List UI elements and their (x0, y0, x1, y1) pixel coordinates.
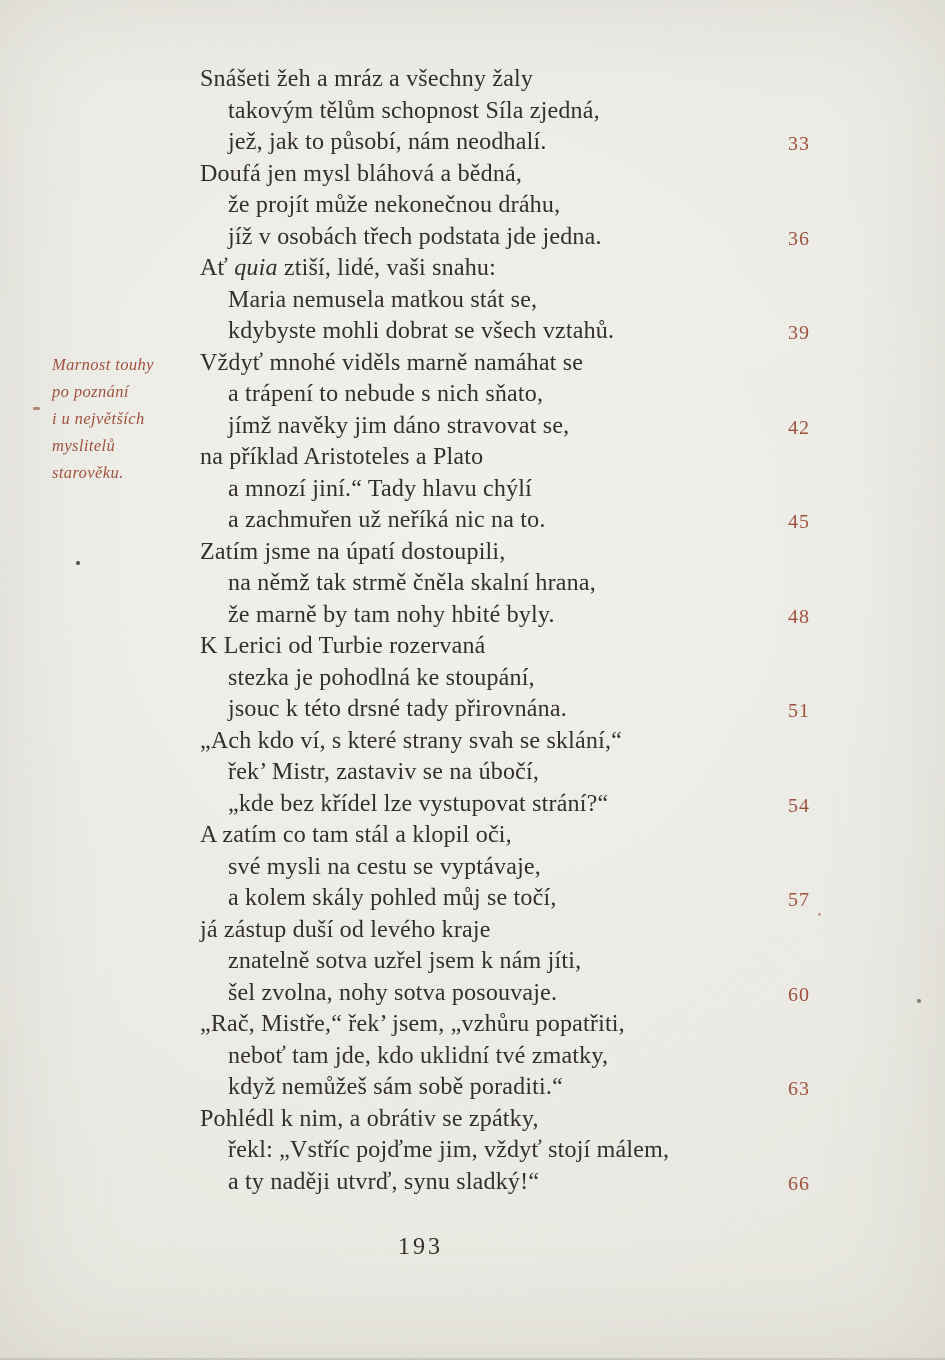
verse-line-text: své mysli na cestu se vyptávaje, (228, 853, 541, 880)
verse-line-text: Zatím jsme na úpatí dostoupili, (200, 538, 506, 565)
verse-line (200, 285, 840, 317)
verse-segment: ztiší, lidé, vaši snahu: (277, 255, 496, 281)
verse-line (200, 442, 840, 474)
margin-note-line: Marnost touhy (52, 355, 154, 374)
margin-note-line: i u největších (52, 409, 145, 428)
verse-line-number: 36 (788, 227, 810, 250)
verse-line (200, 253, 840, 285)
verse-line-number: 45 (788, 511, 810, 533)
verse-segment: Ať (200, 255, 235, 281)
verse-line-text: stezka je pohodlná ke stoupání, (228, 664, 535, 691)
verse-line (200, 159, 840, 191)
verse-line-text: jíž v osobách třech podstata jde jedna. (228, 223, 602, 250)
verse-line (200, 1072, 840, 1104)
verse-line (200, 631, 840, 663)
verse-line-text: jímž navěky jim dáno stravovat se, (228, 412, 570, 439)
verse-line (200, 852, 840, 884)
verse-line-text: a ty naději utvrď, synu sladký!“ (228, 1168, 540, 1195)
verse-line-number: 51 (788, 700, 810, 722)
scan-speck (917, 999, 921, 1003)
verse-line-text: „Ach kdo ví, s které strany svah se sklání,“ (200, 727, 623, 754)
verse-line (200, 946, 840, 978)
verse-line-number: 33 (788, 133, 810, 155)
verse-line (200, 190, 840, 222)
verse-line-text: řekl: „Vstříc pojďme jim, vždyť stojí málem, (228, 1137, 670, 1163)
verse-line-text: že marně by tam nohy hbité byly. (228, 601, 555, 628)
verse-line-text: a trápení to nebude s nich sňato, (228, 381, 544, 407)
verse-line (200, 316, 840, 348)
verse-line-number: 48 (788, 605, 810, 628)
verse-line-text: šel zvolna, nohy sotva posouvaje. (228, 979, 558, 1006)
verse-line-number: 39 (788, 322, 810, 344)
verse-line-text: a zachmuřen už neříká nic na to. (228, 507, 546, 533)
margin-note-line: myslitelů (52, 436, 116, 455)
verse-line-text: neboť tam jde, kdo uklidní tvé zmatky, (228, 1042, 609, 1069)
verse-line-text: a mnozí jiní.“ Tady hlavu chýlí (228, 475, 533, 502)
verse-line-text: na příklad Aristoteles a Plato (200, 444, 484, 470)
verse-line-text: znatelně sotva uzřel jsem k nám jíti, (228, 948, 582, 974)
verse-line (200, 820, 840, 852)
verse-line-text: kdybyste mohli dobrat se všech vztahů. (228, 318, 615, 344)
verse-line (200, 1041, 840, 1073)
verse-line-text: že projít může nekonečnou dráhu, (228, 192, 561, 218)
verse-line-number: 54 (788, 794, 810, 817)
verse-line (200, 96, 840, 128)
verse-line-text: já zástup duší od levého kraje (200, 916, 491, 943)
verse-line-text: jež, jak to působí, nám neodhalí. (228, 129, 547, 155)
verse-line (200, 1104, 840, 1136)
verse-line-text: řek’ Mistr, zastaviv se na úbočí, (228, 759, 540, 785)
verse-line-text: „kde bez křídel lze vystupovat strání?“ (228, 790, 609, 817)
scan-speck (76, 561, 80, 565)
latin-term-italic: quia (234, 255, 278, 281)
verse-line-number: 66 (788, 1172, 810, 1195)
verse-line-text: a kolem skály pohled můj se točí, (228, 885, 557, 911)
verse-line (200, 1009, 840, 1041)
verse-line-text: Snášeti žeh a mráz a všechny žaly (200, 66, 534, 92)
page-number: 193 (398, 1234, 443, 1260)
verse-line-text: Vždyť mnohé viděls marně namáhat se (200, 349, 584, 376)
verse-line (200, 915, 840, 947)
verse-line-text: A zatím co tam stál a klopil oči, (200, 822, 512, 848)
verse-line (200, 600, 840, 632)
margin-note-line: po poznání (52, 382, 129, 401)
verse-line (200, 64, 840, 96)
verse-line (200, 1135, 840, 1167)
verse-line (200, 474, 840, 506)
verse-line-text: K Lerici od Turbie rozervaná (200, 633, 486, 659)
verse-line (200, 726, 840, 758)
verse-line (200, 694, 840, 726)
verse-line-text (200, 255, 496, 281)
verse-line (200, 978, 840, 1010)
verse-line-text: Pohlédl k nim, a obrátiv se zpátky, (200, 1105, 539, 1132)
verse-line (200, 789, 840, 821)
print-mark (33, 407, 40, 410)
margin-note-line: starověku. (52, 463, 124, 482)
verse-text-block (200, 64, 840, 1198)
verse-line (200, 379, 840, 411)
verse-line-text: Doufá jen mysl bláhová a bědná, (200, 160, 523, 187)
verse-line (200, 757, 840, 789)
verse-line-text: takovým tělům schopnost Síla zjedná, (228, 97, 600, 124)
verse-line (200, 348, 840, 380)
verse-line (200, 883, 840, 915)
verse-line (200, 222, 840, 254)
verse-line (200, 1167, 840, 1199)
verse-line (200, 663, 840, 695)
verse-line-text: Maria nemusela matkou stát se, (228, 286, 538, 313)
verse-line (200, 127, 840, 159)
margin-note (52, 351, 192, 486)
verse-line (200, 568, 840, 600)
verse-line-number: 42 (788, 416, 810, 439)
verse-line-text: na němž tak strmě čněla skalní hrana, (228, 570, 596, 596)
verse-line-text: když nemůžeš sám sobě poraditi.“ (228, 1074, 563, 1100)
verse-line (200, 537, 840, 569)
verse-line-number: 57 (788, 889, 810, 911)
verse-line-text: „Rač, Mistře,“ řek’ jsem, „vzhůru popatřiti, (200, 1011, 625, 1037)
verse-line-number: 60 (788, 983, 810, 1006)
verse-line (200, 411, 840, 443)
verse-line (200, 505, 840, 537)
verse-line-number: 63 (788, 1078, 810, 1100)
verse-line-text: jsouc k této drsné tady přirovnána. (228, 696, 567, 722)
